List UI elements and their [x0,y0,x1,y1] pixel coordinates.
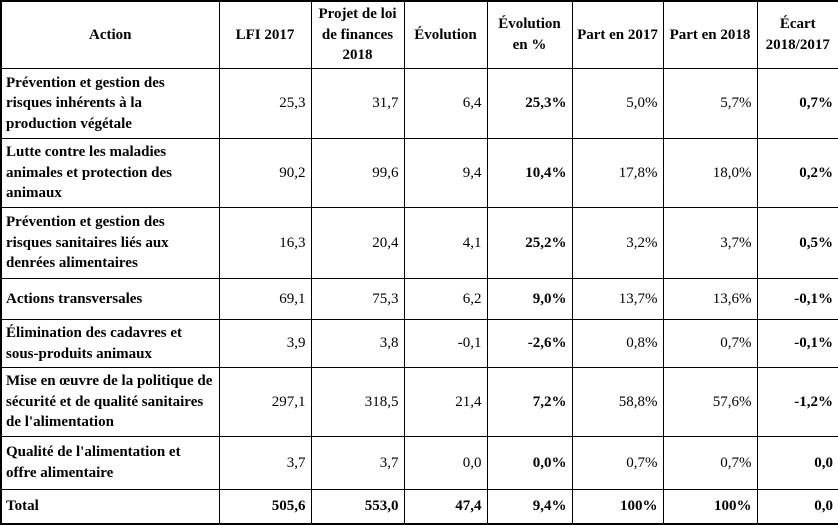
table-row-total [1,490,838,524]
part-2018-value: 57,6% [663,368,757,437]
plf-2018-value: 3,7 [311,437,404,490]
ecart-value: 0,5% [757,208,838,279]
column-header-evolution: Évolution [404,1,487,69]
ecart-value: 0,0 [757,437,838,490]
evolution-pct-value: 9,0% [487,279,572,320]
table-row-lutte-maladies [1,139,838,208]
part-2017-value: 5,0% [572,69,663,139]
plf-2018-value: 20,4 [311,208,404,279]
column-header-part-2018: Part en 2018 [663,1,757,69]
evolution-value: 4,1 [404,208,487,279]
evolution-pct-value: 7,2% [487,368,572,437]
ecart-value: 0,7% [757,69,838,139]
action-label: Qualité de l'alimentation et offre alimentaire [1,437,219,490]
lfi-2017-value: 297,1 [219,368,311,437]
table-row-prevention-vegetale [1,69,838,139]
evolution-value: 0,0 [404,437,487,490]
lfi-2017-value: 69,1 [219,279,311,320]
evolution-pct-value: 10,4% [487,139,572,208]
action-label: Mise en œuvre de la politique de sécurité et de qualité sanitaires de l'alimentation [1,368,219,437]
part-2018-value: 5,7% [663,69,757,139]
part-2017-value: 0,7% [572,437,663,490]
action-label: Actions transversales [1,279,219,320]
column-header-action: Action [1,1,219,69]
evolution-value: 9,4 [404,139,487,208]
action-label: Prévention et gestion des risques inhérents à la production végétale [1,69,219,139]
column-header-plf-2018: Projet de loi de finances 2018 [311,1,404,69]
evolution-pct-value: 0,0% [487,437,572,490]
plf-2018-value: 75,3 [311,279,404,320]
table-row-elimination-cadavres [1,320,838,368]
plf-2018-value: 31,7 [311,69,404,139]
ecart-total: 0,0 [757,490,838,524]
plf-2018-value: 318,5 [311,368,404,437]
lfi-2017-value: 3,9 [219,320,311,368]
part-2017-value: 3,2% [572,208,663,279]
plf-2018-total: 553,0 [311,490,404,524]
column-header-evolution-pct: Évolution en % [487,1,572,69]
action-label: Lutte contre les maladies animales et protection des animaux [1,139,219,208]
part-2018-value: 0,7% [663,437,757,490]
column-header-lfi-2017: LFI 2017 [219,1,311,69]
table-row-actions-transversales [1,279,838,320]
lfi-2017-value: 16,3 [219,208,311,279]
part-2018-value: 0,7% [663,320,757,368]
action-label: Élimination des cadavres et sous-produits animaux [1,320,219,368]
part-2018-value: 18,0% [663,139,757,208]
column-header-ecart: Écart 2018/2017 [757,1,838,69]
ecart-value: -0,1% [757,320,838,368]
evolution-value: 6,2 [404,279,487,320]
evolution-pct-value: 25,2% [487,208,572,279]
part-2017-total: 100% [572,490,663,524]
evolution-total: 47,4 [404,490,487,524]
part-2018-total: 100% [663,490,757,524]
action-label: Prévention et gestion des risques sanitaires liés aux denrées alimentaires [1,208,219,279]
evolution-pct-value: 25,3% [487,69,572,139]
evolution-value: -0,1 [404,320,487,368]
ecart-value: -0,1% [757,279,838,320]
lfi-2017-value: 90,2 [219,139,311,208]
part-2017-value: 13,7% [572,279,663,320]
ecart-value: -1,2% [757,368,838,437]
table-row-mise-en-oeuvre [1,368,838,437]
table-row-qualite-alimentation [1,437,838,490]
part-2017-value: 0,8% [572,320,663,368]
header-row [1,1,838,69]
evolution-pct-total: 9,4% [487,490,572,524]
column-header-part-2017: Part en 2017 [572,1,663,69]
evolution-value: 21,4 [404,368,487,437]
part-2017-value: 17,8% [572,139,663,208]
plf-2018-value: 3,8 [311,320,404,368]
plf-2018-value: 99,6 [311,139,404,208]
evolution-pct-value: -2,6% [487,320,572,368]
evolution-value: 6,4 [404,69,487,139]
lfi-2017-value: 3,7 [219,437,311,490]
ecart-value: 0,2% [757,139,838,208]
lfi-2017-total: 505,6 [219,490,311,524]
total-label: Total [1,490,219,524]
table-row-prevention-sanitaire [1,208,838,279]
part-2018-value: 3,7% [663,208,757,279]
lfi-2017-value: 25,3 [219,69,311,139]
part-2017-value: 58,8% [572,368,663,437]
part-2018-value: 13,6% [663,279,757,320]
